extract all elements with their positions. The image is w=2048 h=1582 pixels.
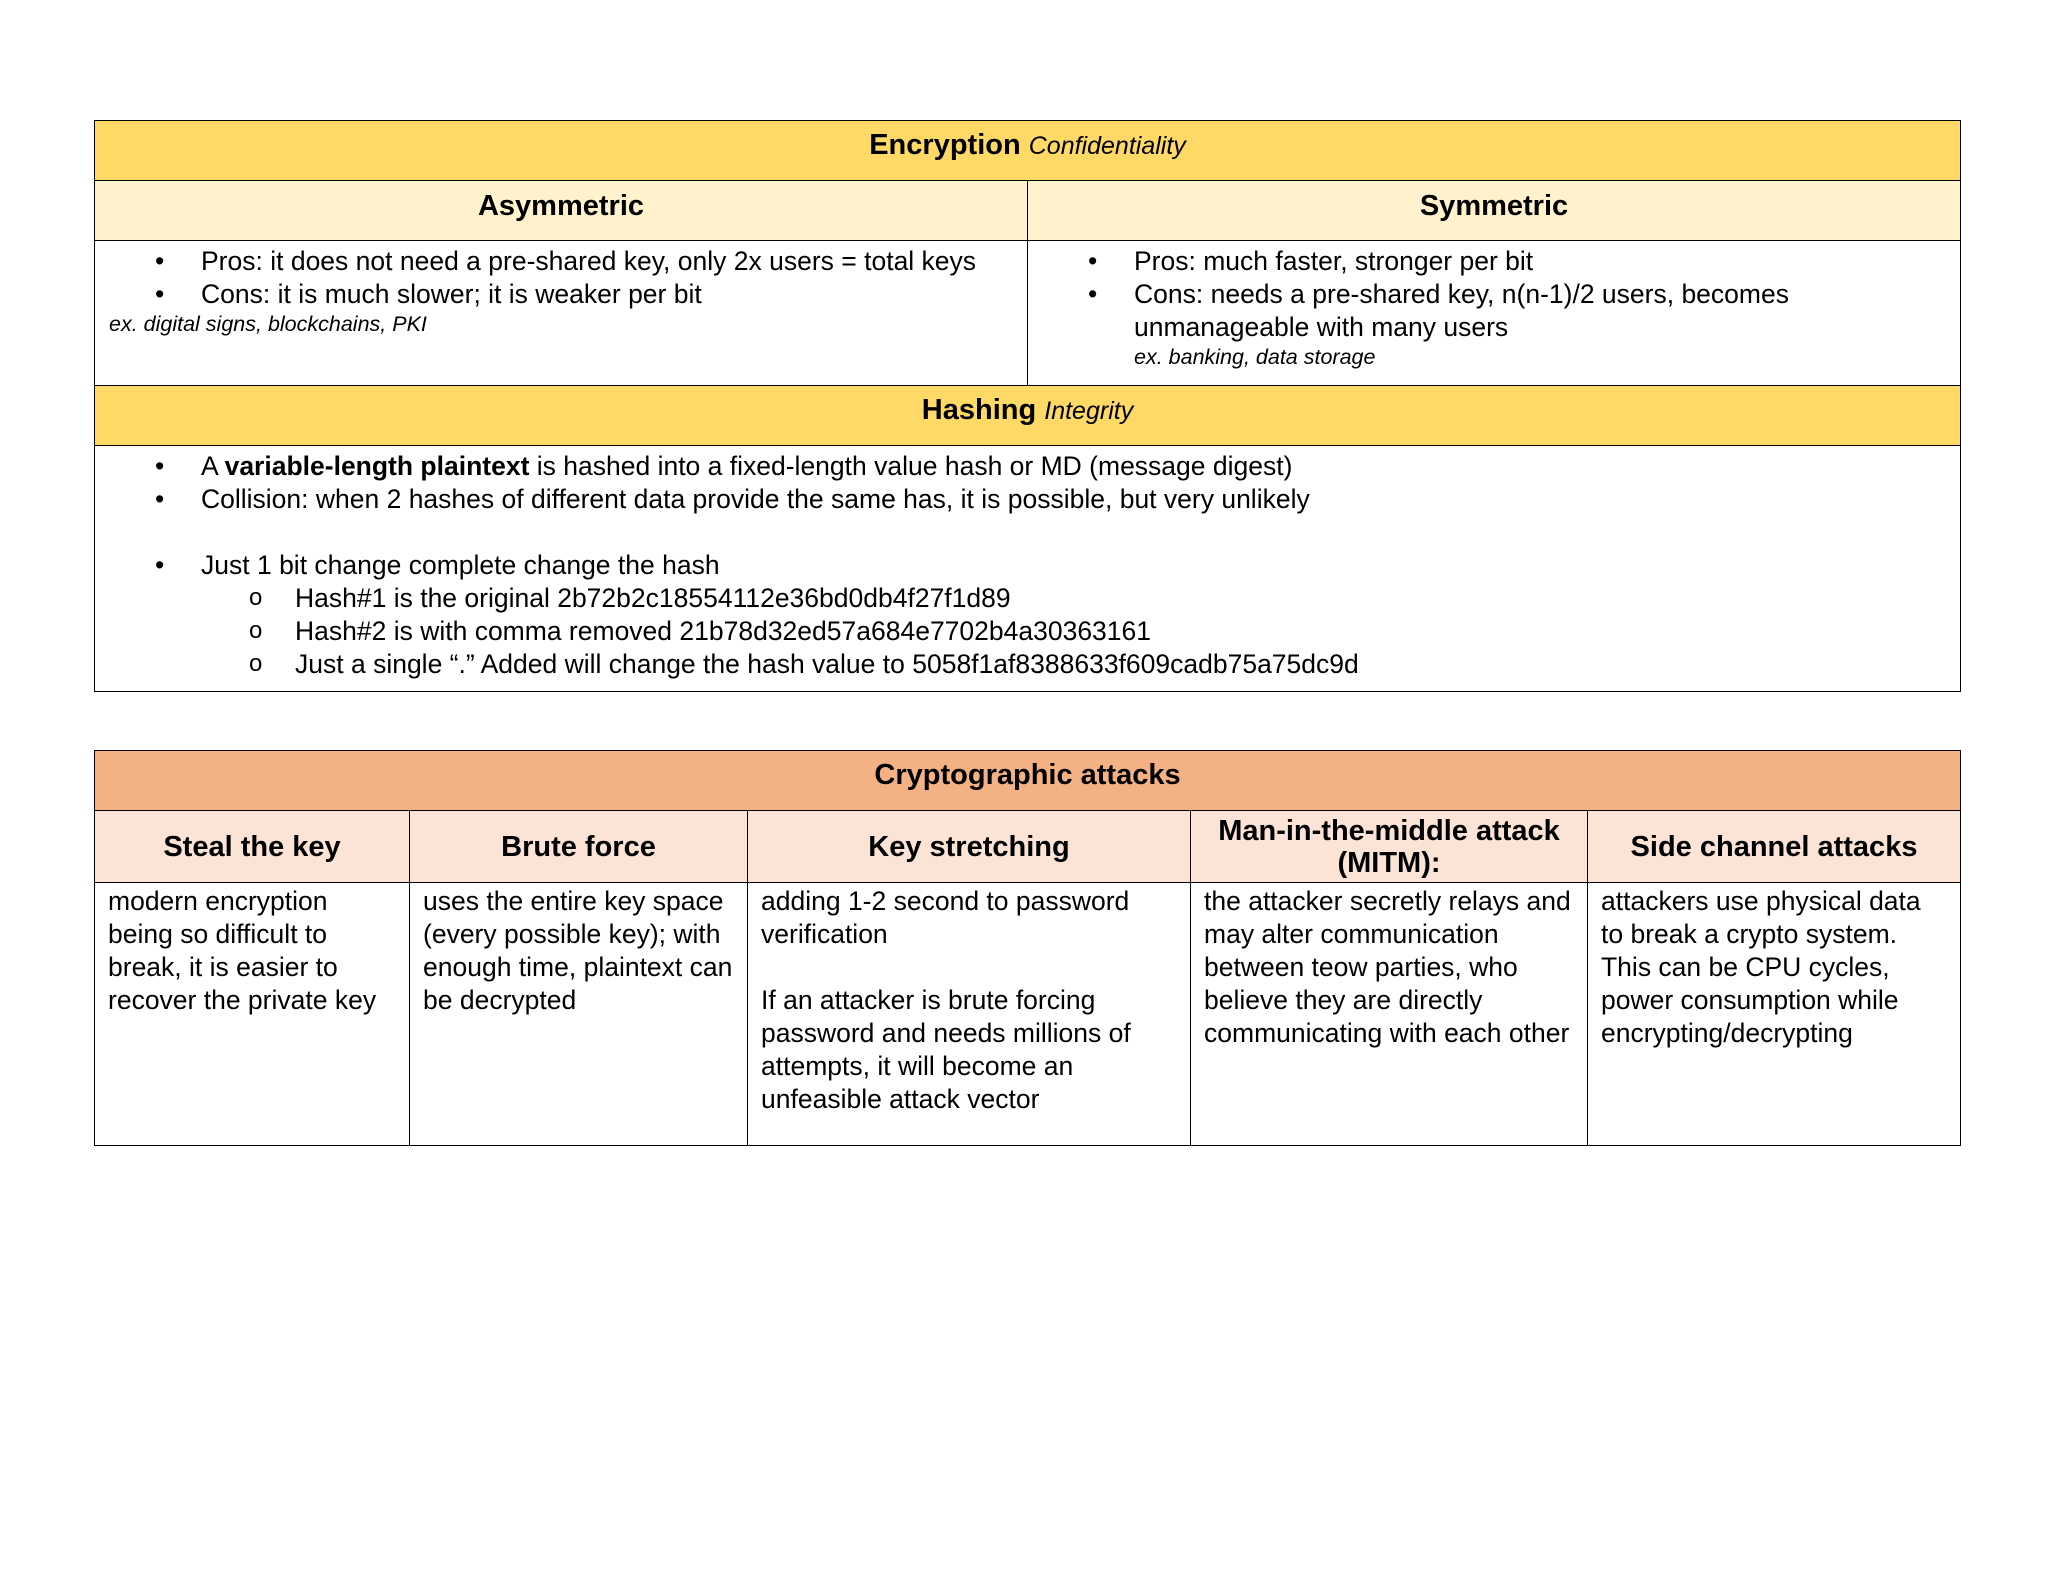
attack-cell-mitm: [1191, 883, 1588, 1146]
asymmetric-example: ex. digital signs, blockchains, PKI: [109, 312, 427, 336]
symmetric-example: ex. banking, data storage: [1134, 345, 1376, 369]
asymmetric-list: [95, 245, 1017, 311]
hashing-sub-hash1: o Hash#1 is the original 2b72b2c18554112e36bd0db4f27f1d89: [95, 582, 1960, 615]
attack-heading-side-channel: Side channel attacks: [1588, 811, 1961, 883]
asymmetric-pros: • Pros: it does not need a pre-shared key, only 2x users = total keys: [95, 245, 1017, 278]
symmetric-list: [1028, 245, 1950, 344]
hashing-sub-hash2: o Hash#2 is with comma removed 21b78d32ed57a684e7702b4a30363161: [95, 615, 1960, 648]
encryption-title: Encryption: [869, 129, 1021, 161]
hashing-bullet-bitchange-text: Just 1 bit change complete change the hash: [201, 550, 720, 580]
hashing-bullet-prefix: A: [201, 451, 225, 481]
hashing-bullet-plaintext: [95, 450, 1960, 483]
hashing-bullet-suffix: is hashed into a fixed-length value hash or MD (message digest): [529, 451, 1293, 481]
attacks-title: Cryptographic attacks: [874, 759, 1181, 791]
hashing-cell: [95, 446, 1961, 692]
hashing-title: Hashing: [921, 394, 1037, 426]
hashing-bullet-collision: • Collision: when 2 hashes of different data provide the same has, it is possible, but very unlikely: [95, 483, 1960, 516]
cryptographic-attacks-table: [94, 750, 1961, 1146]
encryption-hashing-table: [94, 120, 1961, 692]
attack-cell-key-stretching: [748, 883, 1191, 1146]
asymmetric-cons: • Cons: it is much slower; it is weaker per bit: [95, 278, 1017, 311]
attack-text-key-stretching-2: If an attacker is brute forcing password and needs millions of attempts, it will become an unfeasible attack vector: [761, 985, 1131, 1114]
hashing-bullet-bitchange: [95, 549, 1960, 582]
attack-cell-side-channel: [1588, 883, 1961, 1146]
symmetric-cons: • Cons: needs a pre-shared key, n(n-1)/2 users, becomes unmanageable with many users: [1028, 278, 1950, 344]
hashing-sub-hash3: o Just a single “.” Added will change the hash value to 5058f1af8388633f609cadb75a75dc9d: [95, 648, 1960, 681]
asymmetric-heading: Asymmetric: [477, 190, 645, 222]
attack-cell-steal-key: [95, 883, 410, 1146]
attack-heading-mitm: Man-in-the-middle attack (MITM):: [1191, 811, 1588, 883]
asymmetric-header: [95, 181, 1028, 241]
asymmetric-cell: [95, 241, 1028, 386]
attack-text-key-stretching: adding 1-2 second to password verification: [761, 886, 1130, 949]
attack-heading-steal-key: Steal the key: [95, 811, 410, 883]
symmetric-cell: [1028, 241, 1961, 386]
hashing-list: [95, 450, 1960, 582]
symmetric-heading: Symmetric: [1419, 190, 1569, 222]
attacks-header: [95, 751, 1961, 811]
attack-text-mitm: the attacker secretly relays and may alter communication between teow parties, who believe they are directly communicating with each other: [1204, 886, 1571, 1048]
attack-heading-key-stretching: Key stretching: [748, 811, 1191, 883]
attack-text-steal-key: modern encryption being so difficult to break, it is easier to recover the private key: [108, 886, 377, 1015]
symmetric-header: [1028, 181, 1961, 241]
attack-cell-brute-force: [410, 883, 748, 1146]
attack-heading-brute-force: Brute force: [410, 811, 748, 883]
symmetric-pros: • Pros: much faster, stronger per bit: [1028, 245, 1950, 278]
hashing-bullet-bold: variable-length plaintext: [224, 451, 530, 481]
hashing-subtitle: Integrity: [1044, 397, 1134, 425]
hashing-sub-list: [95, 582, 1960, 681]
attack-text-brute-force: uses the entire key space (every possible key); with enough time, plaintext can be decrypted: [423, 886, 733, 1015]
attack-text-side-channel: attackers use physical data to break a crypto system. This can be CPU cycles, power consumption while encrypting/decrypting: [1601, 886, 1921, 1048]
encryption-header: [95, 121, 1961, 181]
encryption-subtitle: Confidentiality: [1028, 132, 1186, 160]
hashing-header: [95, 386, 1961, 446]
